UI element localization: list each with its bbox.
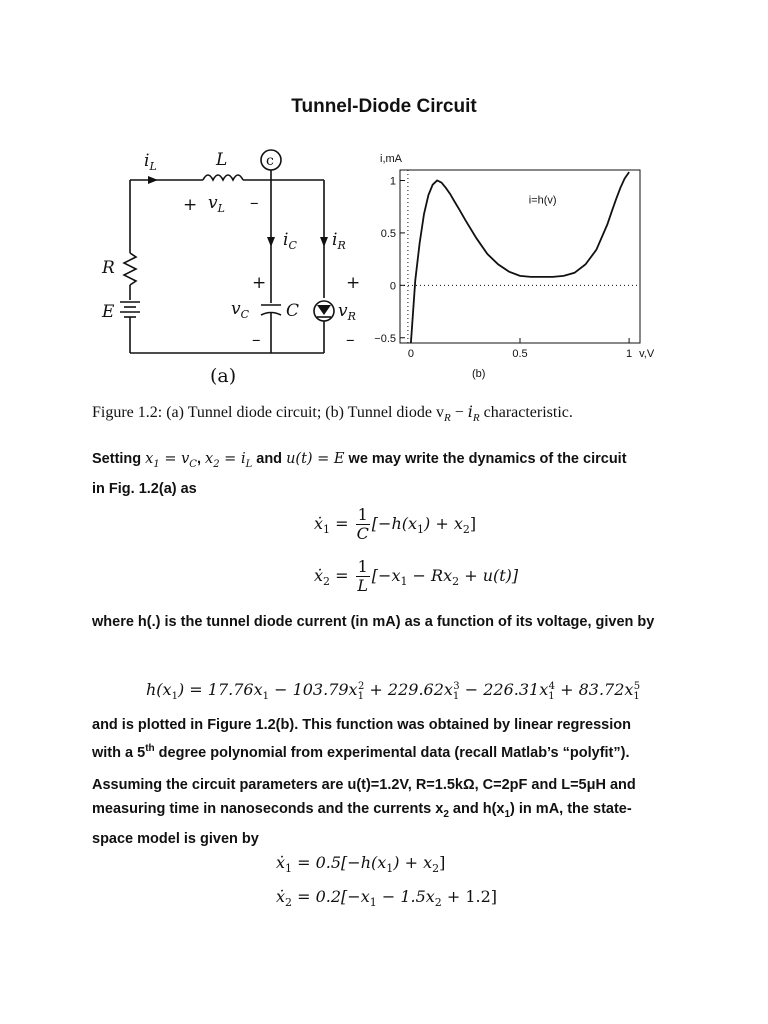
equation-h-polynomial: $h(x_1) = 17.76x_1 - 103.79x_1^2 + 229.62x_1^3 - 226.31x_1^4 + 83.72x_1^5$ <box>146 680 641 703</box>
iC-label: $i_C$ <box>283 230 297 252</box>
panel-b-label: (b) <box>472 368 486 380</box>
equation-state-x2: ẋ$_2$ = $0.2[-x_1 - 1.5x_2 + 1.2]$ <box>276 887 498 910</box>
curve-annotation: i=h(v) <box>528 194 557 207</box>
y-axis-label: i,mA <box>380 153 402 165</box>
vR-label: $v_R$ <box>338 301 356 323</box>
resistor-label: R <box>102 258 115 278</box>
vR-plus: + <box>346 273 361 293</box>
x-axis-label: v,V <box>639 348 655 360</box>
x-tick-label: 0 <box>407 348 414 360</box>
vC-plus: + <box>252 273 267 293</box>
equation-x1-dot: ẋ$_1$ = $\frac{1}{C}$ $[-h(x_1) + x_2]$ <box>314 505 477 543</box>
vC-label: $v_C$ <box>231 299 250 321</box>
y-tick-label: 0.5 <box>380 227 396 240</box>
iv-characteristic-chart <box>370 140 660 390</box>
vR-minus: – <box>346 330 355 350</box>
equation-state-x1: ẋ$_1$ = $0.5[-h(x_1) + x_2]$ <box>276 853 446 876</box>
paragraph-parameters: Assuming the circuit parameters are u(t)=1.2V, R=1.5kΩ, C=2pF and L=5μH and measuring time in nanoseconds and the currents $x_2$ and $h(x_1)$ in mA, the state- space model is given by <box>92 777 636 847</box>
y-tick-label: 0 <box>389 280 396 293</box>
circuit-diagram <box>88 140 378 390</box>
figure-caption: Figure 1.2: (a) Tunnel diode circuit; (b) Tunnel diode $v_R - i_R$ characteristic. <box>92 402 573 425</box>
iR-label: $i_R$ <box>332 230 346 252</box>
node-c-label: c <box>266 153 274 169</box>
equation-x2-dot: ẋ$_2$ = $\frac{1}{L}$ $[-x_1 - Rx_2 + u(t)]$ <box>314 557 519 595</box>
inductor-label: L <box>216 150 228 170</box>
paragraph-setting: Setting $x_1 = v_C$, $x_2 = i_L$ and u(t) = E we may write the dynamics of the circuit in Fig. 1.2(a) as <box>92 451 627 497</box>
paragraph-h-definition: where h(.) is the tunnel diode current (in mA) as a function of its voltage, given by <box>92 614 655 630</box>
vL-minus: – <box>250 193 259 213</box>
vC-minus: – <box>252 330 261 350</box>
battery-label: E <box>102 302 115 322</box>
capacitor-label: C <box>286 301 300 321</box>
y-tick-label: 1 <box>389 175 396 188</box>
paragraph-regression: and is plotted in Figure 1.2(b). This function was obtained by linear regression with a 5th degree polynomial from experimental data (recall Matlab’s “polyfit”). <box>92 717 631 761</box>
vL-label: $v_L$ <box>208 193 225 215</box>
y-tick-label: −0.5 <box>374 332 396 345</box>
iL-label: $i_L$ <box>144 151 157 173</box>
panel-a-label: (a) <box>210 365 237 387</box>
plot-frame <box>400 170 640 343</box>
x-tick-label: 0.5 <box>512 348 528 360</box>
x-tick-label: 1 <box>626 348 633 360</box>
vL-plus: + <box>183 195 198 215</box>
page-title: Tunnel-Diode Circuit <box>291 96 477 117</box>
series-line-h <box>411 172 629 343</box>
